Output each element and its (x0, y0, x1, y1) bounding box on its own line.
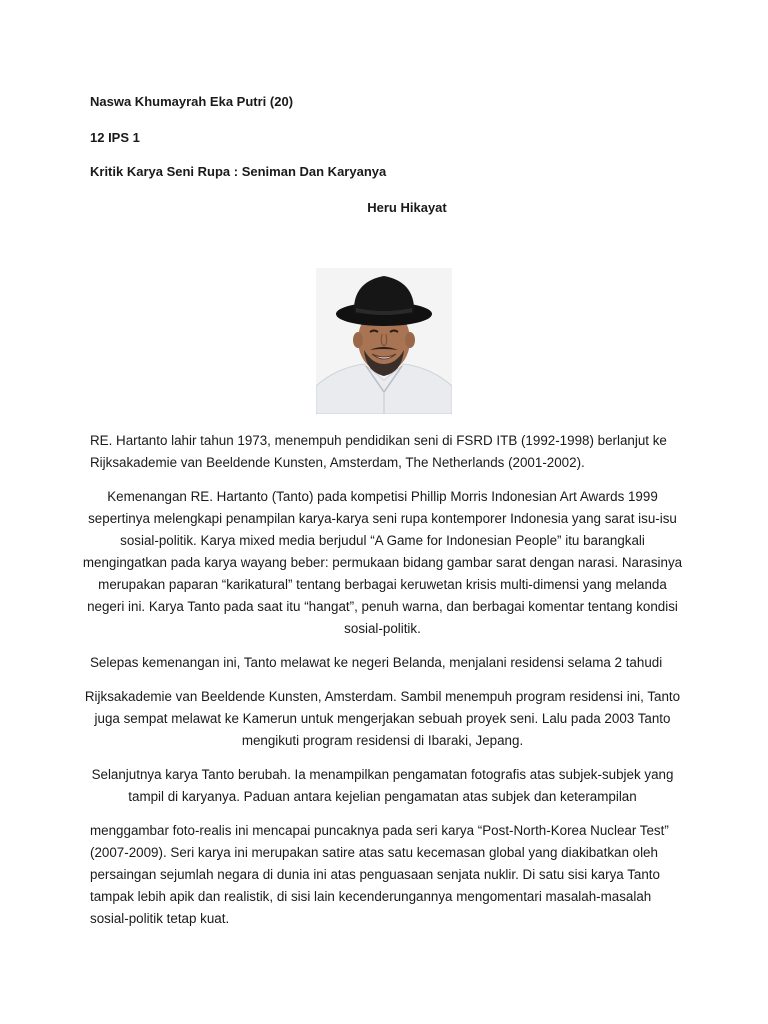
paragraph-2: Kemenangan RE. Hartanto (Tanto) pada kompetisi Phillip Morris Indonesian Art Awards 1999 sepertinya melengkapi penampilan karya-karya seni rupa kontemporer Indonesia yang sarat isu-isu sosial-politik. Karya mixed media berjudul “A Game for Indonesian People” itu barangkali mengingatkan pada karya wayang beber: permukaan bidang gambar sarat dengan narasi. Narasinya merupakan paparan “karikatural” tentang berbagai keruwetan krisis multi-dimensi yang melanda negeri ini. Karya Tanto pada saat itu “hangat”, penuh warna, dan berbagai komentar tentang kondisi sosial-politik. (82, 489, 683, 636)
paragraph-3: Selepas kemenangan ini, Tanto melawat ke negeri Belanda, menjalani residensi selama 2 tahudi (90, 655, 663, 670)
author-line: Naswa Khumayrah Eka Putri (20) (90, 94, 294, 109)
subject-line: Kritik Karya Seni Rupa : Seniman Dan Karyanya (90, 164, 387, 179)
document-title: Heru Hikayat (367, 200, 447, 215)
portrait-photo (316, 268, 452, 414)
class-line: 12 IPS 1 (90, 130, 140, 145)
paragraph-6: menggambar foto-realis ini mencapai puncaknya pada seri karya “Post-North-Korea Nuclear Test” (2007-2009). Seri karya ini merupakan satire atas satu kecemasan global yang diakibatkan oleh persaingan sejumlah negara di dunia ini atas penguasaan senjata nuklir. Di satu sisi karya Tanto tampak lebih apik dan realistik, di sisi lain kecenderungannya mengomentari masalah-masalah sosial-politik tetap kuat. (90, 823, 669, 926)
paragraph-4: Rijksakademie van Beeldende Kunsten, Amsterdam. Sambil menempuh program residensi ini, Tanto juga sempat melawat ke Kamerun untuk mengerjakan sebuah proyek seni. Lalu pada 2003 Tanto mengikuti program residensi di Ibaraki, Jepang. (84, 689, 681, 748)
paragraph-1: RE. Hartanto lahir tahun 1973, menempuh pendidikan seni di FSRD ITB (1992-1998) berlanjut ke Rijksakademie van Beeldende Kunsten, Amsterdam, The Netherlands (2001-2002). (90, 433, 667, 470)
paragraph-5: Selanjutnya karya Tanto berubah. Ia menampilkan pengamatan fotografis atas subjek-subjek yang tampil di karyanya. Paduan antara kejelian pengamatan atas subjek dan keterampilan (91, 767, 674, 804)
